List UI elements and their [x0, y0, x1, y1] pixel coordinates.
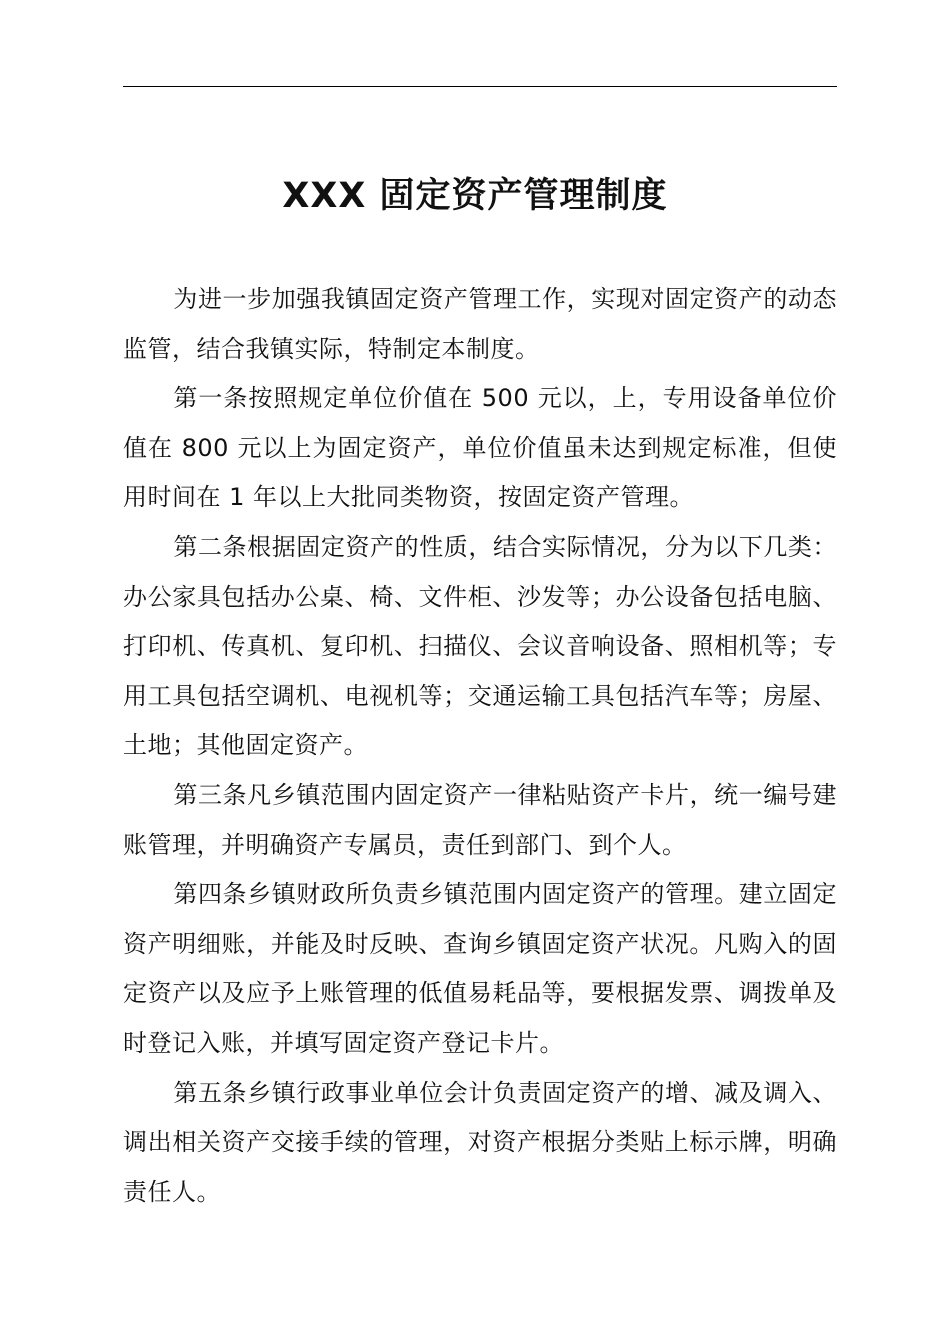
paragraph-article-1: 第一条按照规定单位价值在 500 元以，上，专用设备单位价值在 800 元以上为固定资产，单位价值虽未达到规定标准，但使用时间在 1 年以上大批同类物资，按固定资产管理。 [123, 384, 837, 512]
document-body [123, 275, 837, 1217]
paragraph-article-4: 第四条乡镇财政所负责乡镇范围内固定资产的管理。建立固定资产明细账，并能及时反映、查询乡镇固定资产状况。凡购入的固定资产以及应予上账管理的低值易耗品等，要根据发票、调拨单及时登记入账，并填写固定资产登记卡片。 [123, 880, 837, 1057]
paragraph-intro: 为进一步加强我镇固定资产管理工作，实现对固定资产的动态监管，结合我镇实际，特制定本制度。 [123, 285, 837, 363]
header-rule [123, 86, 837, 87]
document-title: XXX 固定资产管理制度 [282, 176, 668, 217]
paragraph-article-3: 第三条凡乡镇范围内固定资产一律粘贴资产卡片，统一编号建账管理，并明确资产专属员，责任到部门、到个人。 [123, 780, 837, 859]
paragraph-article-2: 第二条根据固定资产的性质，结合实际情况，分为以下几类：办公家具包括办公桌、椅、文件柜、沙发等；办公设备包括电脑、打印机、传真机、复印机、扫描仪、会议音响设备、照相机等；专用工具包括空调机、电视机等；交通运输工具包括汽车等；房屋、土地；其他固定资产。 [123, 532, 837, 760]
paragraph-article-5: 第五条乡镇行政事业单位会计负责固定资产的增、减及调入、调出相关资产交接手续的管理，对资产根据分类贴上标示牌，明确责任人。 [123, 1078, 837, 1206]
